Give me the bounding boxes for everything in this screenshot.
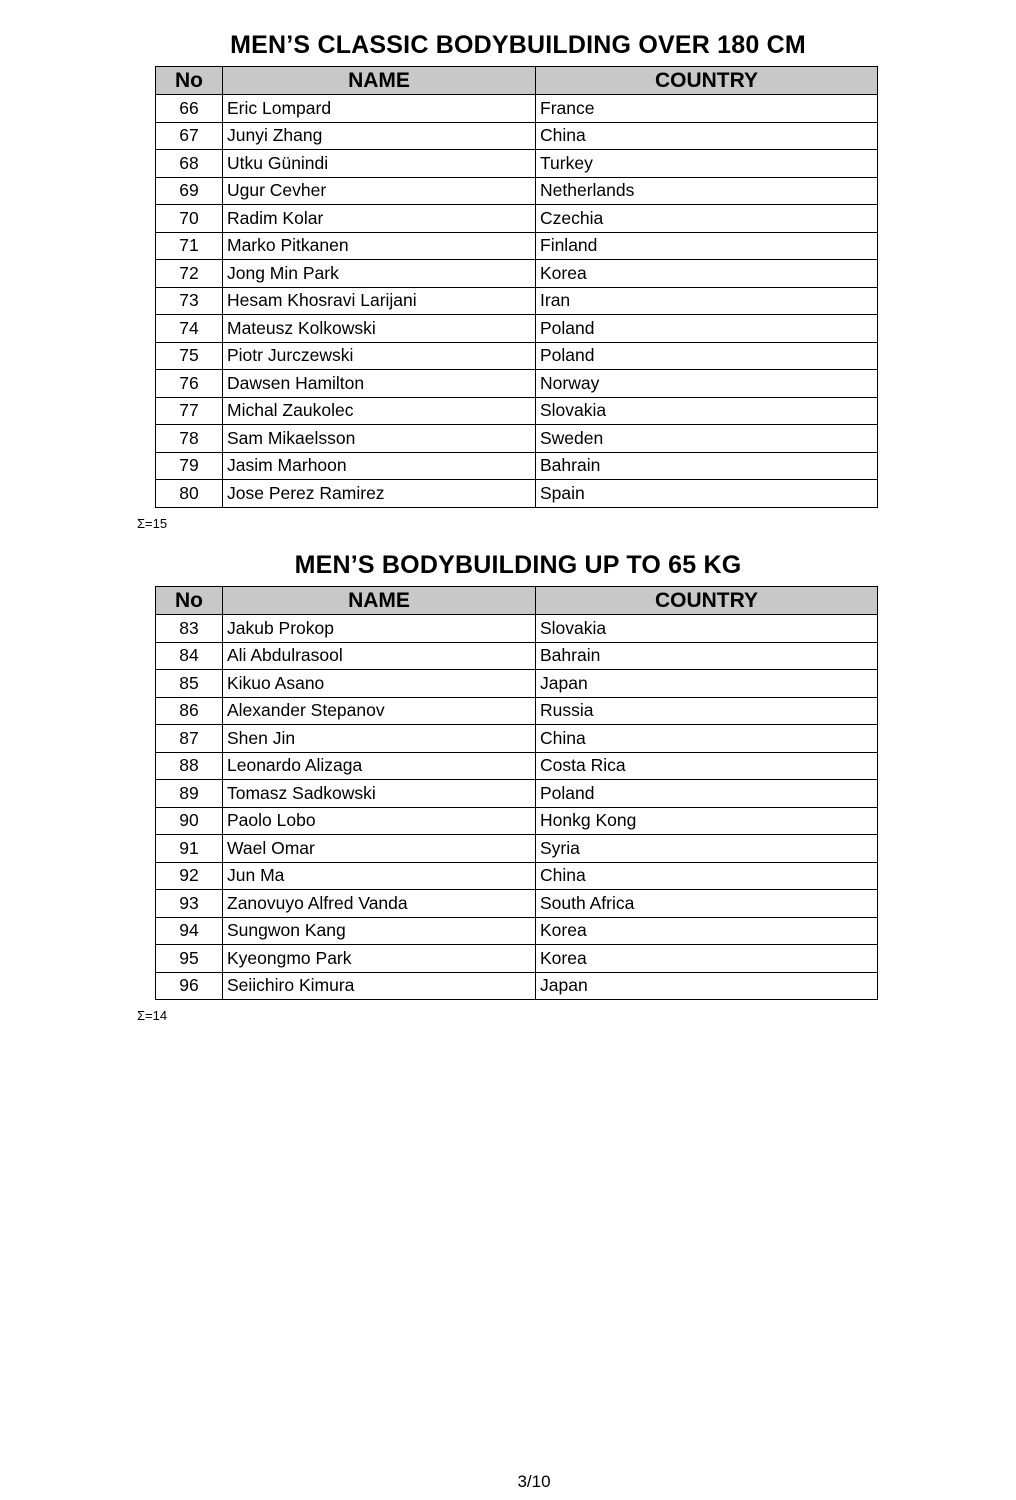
- table-row: [156, 342, 878, 370]
- cell-name: Kyeongmo Park: [223, 945, 536, 973]
- cell-country: Honkg Kong: [536, 807, 878, 835]
- cell-country: South Africa: [536, 890, 878, 918]
- cell-name: Zanovuyo Alfred Vanda: [223, 890, 536, 918]
- cell-country: Sweden: [536, 425, 878, 453]
- roster-table-up-to-65kg: [155, 586, 878, 1000]
- cell-number: 85: [156, 670, 223, 698]
- cell-name: Jasim Marhoon: [223, 452, 536, 480]
- cell-number: 67: [156, 122, 223, 150]
- cell-country: Netherlands: [536, 177, 878, 205]
- cell-country: Syria: [536, 835, 878, 863]
- cell-name: Eric Lompard: [223, 95, 536, 123]
- cell-number: 66: [156, 95, 223, 123]
- table-row: [156, 725, 878, 753]
- cell-country: Russia: [536, 697, 878, 725]
- table-row: [156, 945, 878, 973]
- athlete-count: Σ=15: [137, 516, 168, 531]
- cell-country: Slovakia: [536, 397, 878, 425]
- cell-number: 94: [156, 917, 223, 945]
- cell-name: Leonardo Alizaga: [223, 752, 536, 780]
- cell-number: 77: [156, 397, 223, 425]
- cell-name: Hesam Khosravi Larijani: [223, 287, 536, 315]
- cell-number: 87: [156, 725, 223, 753]
- table-row: [156, 807, 878, 835]
- cell-name: Mateusz Kolkowski: [223, 315, 536, 343]
- table-row: [156, 697, 878, 725]
- cell-number: 69: [156, 177, 223, 205]
- cell-country: Bahrain: [536, 452, 878, 480]
- cell-country: Czechia: [536, 205, 878, 233]
- cell-number: 84: [156, 642, 223, 670]
- column-header-no: No: [156, 67, 223, 95]
- cell-number: 95: [156, 945, 223, 973]
- cell-country: Korea: [536, 917, 878, 945]
- column-header-country: COUNTRY: [536, 587, 878, 615]
- table-row: [156, 425, 878, 453]
- table-row: [156, 122, 878, 150]
- cell-country: Japan: [536, 972, 878, 1000]
- cell-name: Jakub Prokop: [223, 615, 536, 643]
- table-row: [156, 890, 878, 918]
- table-row: [156, 452, 878, 480]
- cell-country: France: [536, 95, 878, 123]
- cell-name: Paolo Lobo: [223, 807, 536, 835]
- cell-country: China: [536, 122, 878, 150]
- cell-country: Norway: [536, 370, 878, 398]
- cell-country: Finland: [536, 232, 878, 260]
- cell-country: Turkey: [536, 150, 878, 178]
- cell-number: 91: [156, 835, 223, 863]
- table-row: [156, 615, 878, 643]
- table-row: [156, 287, 878, 315]
- cell-name: Marko Pitkanen: [223, 232, 536, 260]
- cell-name: Shen Jin: [223, 725, 536, 753]
- cell-number: 92: [156, 862, 223, 890]
- table-row: [156, 480, 878, 508]
- cell-country: Costa Rica: [536, 752, 878, 780]
- section-title-classic-over-180: MEN’S CLASSIC BODYBUILDING OVER 180 CM: [230, 31, 806, 59]
- page-number: 3/10: [517, 1472, 551, 1491]
- cell-number: 68: [156, 150, 223, 178]
- table-row: [156, 397, 878, 425]
- table-row: [156, 752, 878, 780]
- cell-name: Alexander Stepanov: [223, 697, 536, 725]
- cell-name: Jose Perez Ramirez: [223, 480, 536, 508]
- cell-number: 71: [156, 232, 223, 260]
- table-row: [156, 835, 878, 863]
- table-row: [156, 95, 878, 123]
- cell-name: Sungwon Kang: [223, 917, 536, 945]
- column-header-country: COUNTRY: [536, 67, 878, 95]
- cell-country: Korea: [536, 945, 878, 973]
- cell-number: 75: [156, 342, 223, 370]
- cell-name: Michal Zaukolec: [223, 397, 536, 425]
- table-row: [156, 972, 878, 1000]
- cell-name: Radim Kolar: [223, 205, 536, 233]
- cell-name: Dawsen Hamilton: [223, 370, 536, 398]
- cell-number: 83: [156, 615, 223, 643]
- column-header-name: NAME: [223, 587, 536, 615]
- cell-country: Slovakia: [536, 615, 878, 643]
- cell-number: 90: [156, 807, 223, 835]
- table-row: [156, 150, 878, 178]
- table-header-row: [156, 587, 878, 615]
- table-row: [156, 205, 878, 233]
- cell-name: Tomasz Sadkowski: [223, 780, 536, 808]
- cell-country: Bahrain: [536, 642, 878, 670]
- cell-name: Ali Abdulrasool: [223, 642, 536, 670]
- table-body: [156, 95, 878, 508]
- cell-country: Korea: [536, 260, 878, 288]
- cell-number: 72: [156, 260, 223, 288]
- cell-country: Poland: [536, 342, 878, 370]
- cell-number: 80: [156, 480, 223, 508]
- cell-name: Jun Ma: [223, 862, 536, 890]
- athlete-count: Σ=14: [137, 1008, 168, 1023]
- section-title-up-to-65kg: MEN’S BODYBUILDING UP TO 65 KG: [294, 551, 742, 579]
- cell-number: 74: [156, 315, 223, 343]
- table-row: [156, 642, 878, 670]
- cell-country: China: [536, 725, 878, 753]
- cell-number: 96: [156, 972, 223, 1000]
- cell-country: Poland: [536, 780, 878, 808]
- cell-number: 79: [156, 452, 223, 480]
- cell-number: 89: [156, 780, 223, 808]
- cell-name: Piotr Jurczewski: [223, 342, 536, 370]
- cell-number: 78: [156, 425, 223, 453]
- cell-number: 88: [156, 752, 223, 780]
- cell-country: Poland: [536, 315, 878, 343]
- column-header-no: No: [156, 587, 223, 615]
- table-row: [156, 370, 878, 398]
- cell-name: Junyi Zhang: [223, 122, 536, 150]
- cell-name: Utku Günindi: [223, 150, 536, 178]
- cell-name: Wael Omar: [223, 835, 536, 863]
- cell-country: China: [536, 862, 878, 890]
- cell-number: 86: [156, 697, 223, 725]
- cell-number: 73: [156, 287, 223, 315]
- cell-name: Sam Mikaelsson: [223, 425, 536, 453]
- cell-name: Ugur Cevher: [223, 177, 536, 205]
- cell-number: 93: [156, 890, 223, 918]
- cell-number: 76: [156, 370, 223, 398]
- cell-number: 70: [156, 205, 223, 233]
- table-row: [156, 315, 878, 343]
- table-body: [156, 615, 878, 1000]
- column-header-name: NAME: [223, 67, 536, 95]
- cell-name: Jong Min Park: [223, 260, 536, 288]
- cell-name: Seiichiro Kimura: [223, 972, 536, 1000]
- table-row: [156, 177, 878, 205]
- cell-name: Kikuo Asano: [223, 670, 536, 698]
- cell-country: Spain: [536, 480, 878, 508]
- table-row: [156, 780, 878, 808]
- table-row: [156, 232, 878, 260]
- table-row: [156, 917, 878, 945]
- table-row: [156, 670, 878, 698]
- table-row: [156, 862, 878, 890]
- table-header-row: [156, 67, 878, 95]
- cell-country: Japan: [536, 670, 878, 698]
- cell-country: Iran: [536, 287, 878, 315]
- roster-table-classic-over-180: [155, 66, 878, 508]
- table-row: [156, 260, 878, 288]
